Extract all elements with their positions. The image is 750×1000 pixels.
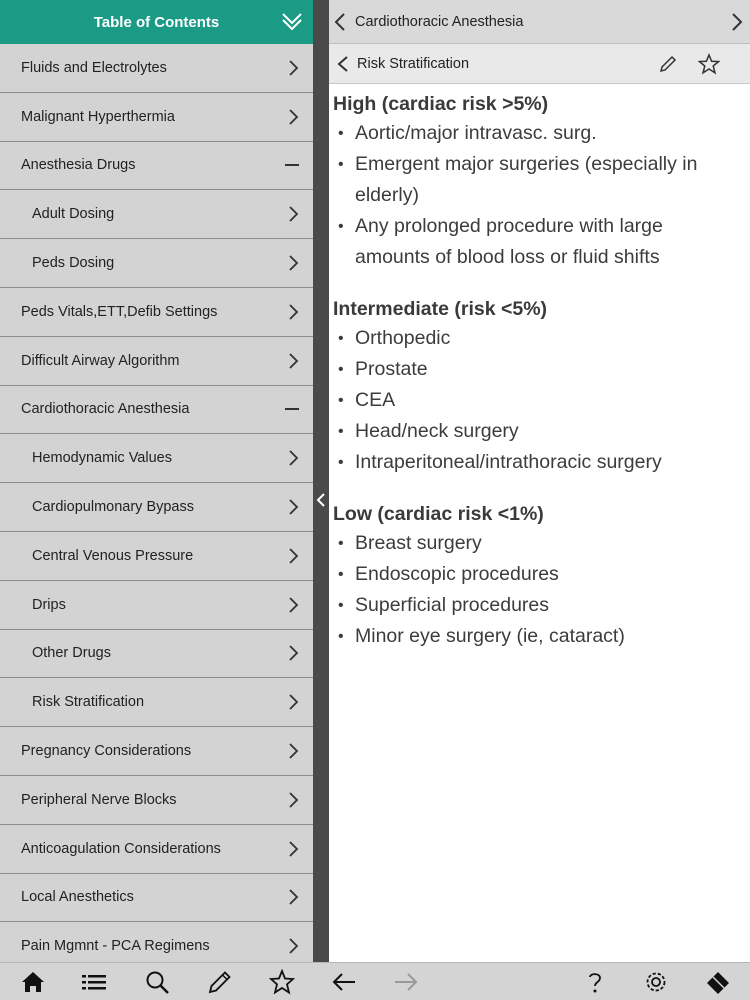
collapse-all-icon[interactable] <box>281 10 303 32</box>
star-icon[interactable] <box>269 969 295 995</box>
list-item: • Endoscopic procedures <box>333 559 740 590</box>
page-title: Risk Stratification <box>357 55 470 72</box>
toc-item[interactable] <box>0 239 313 288</box>
toc-item-label: Drips <box>32 596 66 613</box>
toc-item[interactable] <box>0 337 313 386</box>
toc-item[interactable] <box>0 142 313 191</box>
search-icon[interactable] <box>144 969 170 995</box>
toc-item-label: Adult Dosing <box>32 206 115 223</box>
risk-section <box>333 500 740 652</box>
parent-nav-bar[interactable] <box>329 0 750 44</box>
chevron-right-icon[interactable] <box>287 596 299 614</box>
toc-item[interactable] <box>0 727 313 776</box>
toc-item[interactable] <box>0 630 313 679</box>
section-heading: High (cardiac risk >5%) <box>333 93 549 115</box>
chevron-right-icon[interactable] <box>287 205 299 223</box>
chevron-left-icon[interactable] <box>333 12 347 32</box>
chevron-right-icon[interactable] <box>287 498 299 516</box>
toc-item[interactable] <box>0 434 313 483</box>
toc-item[interactable] <box>0 678 313 727</box>
toc-item[interactable] <box>0 386 313 435</box>
risk-section <box>333 90 740 273</box>
split-divider[interactable] <box>313 0 329 962</box>
chevron-left-icon[interactable] <box>316 490 326 510</box>
chevron-right-icon[interactable] <box>287 791 299 809</box>
home-icon[interactable] <box>20 969 46 995</box>
list-item: • Emergent major surgeries (especially in elderly) <box>333 149 740 211</box>
list-item: • Breast surgery <box>333 528 740 559</box>
list-item: • CEA <box>333 385 740 416</box>
star-icon[interactable] <box>698 53 720 75</box>
toc-item[interactable] <box>0 581 313 630</box>
help-icon[interactable] <box>582 969 608 995</box>
toc-list <box>0 44 313 962</box>
toc-item-label: Difficult Airway Algorithm <box>21 352 180 369</box>
section-heading: Intermediate (risk <5%) <box>333 298 548 320</box>
list-item: • Superficial procedures <box>333 590 740 621</box>
list-item: • Orthopedic <box>333 323 740 354</box>
toc-item-label: Anticoagulation Considerations <box>21 840 221 857</box>
chevron-right-icon[interactable] <box>287 937 299 955</box>
settings-icon[interactable] <box>643 969 669 995</box>
chevron-right-icon[interactable] <box>287 59 299 77</box>
toc-item-label: Fluids and Electrolytes <box>21 59 167 76</box>
list-item: • Head/neck surgery <box>333 416 740 447</box>
toc-item-label: Central Venous Pressure <box>32 547 194 564</box>
list-item: • Intraperitoneal/intrathoracic surgery <box>333 447 740 478</box>
toc-item-label: Cardiopulmonary Bypass <box>32 499 194 516</box>
list-item: • Minor eye surgery (ie, cataract) <box>333 621 740 652</box>
chevron-right-icon[interactable] <box>287 888 299 906</box>
parent-title[interactable]: Cardiothoracic Anesthesia <box>355 13 524 30</box>
toc-item-label: Risk Stratification <box>32 694 145 711</box>
toc-item[interactable] <box>0 825 313 874</box>
content-panel <box>329 0 750 962</box>
chevron-right-icon[interactable] <box>287 644 299 662</box>
bottom-toolbar <box>0 962 750 1000</box>
toc-item[interactable] <box>0 93 313 142</box>
toc-item[interactable] <box>0 776 313 825</box>
collapse-dash-icon[interactable] <box>285 164 299 166</box>
toc-item[interactable] <box>0 190 313 239</box>
toc-header <box>0 0 313 44</box>
chevron-right-icon[interactable] <box>287 840 299 858</box>
toc-item-label: Other Drugs <box>32 645 111 662</box>
chevron-left-icon[interactable] <box>337 55 349 73</box>
toc-item-label: Anesthesia Drugs <box>21 157 136 174</box>
toc-item[interactable] <box>0 922 313 962</box>
bullet-list <box>333 323 740 478</box>
toc-item-label: Peds Dosing <box>32 255 115 272</box>
chevron-right-icon[interactable] <box>287 254 299 272</box>
chevron-right-icon[interactable] <box>287 449 299 467</box>
back-arrow-icon[interactable] <box>331 969 357 995</box>
risk-section <box>333 295 740 478</box>
chevron-right-icon[interactable] <box>730 12 744 32</box>
page-nav-bar <box>329 44 750 84</box>
table-of-contents-panel <box>0 0 313 962</box>
toc-item-label: Malignant Hyperthermia <box>21 108 175 125</box>
collapse-dash-icon[interactable] <box>285 408 299 410</box>
bullet-list <box>333 118 740 273</box>
list-item: • Any prolonged procedure with large amounts of blood loss or fluid shifts <box>333 211 740 273</box>
bullet-list <box>333 528 740 652</box>
pencil-icon[interactable] <box>207 969 233 995</box>
toc-item[interactable] <box>0 44 313 93</box>
chevron-right-icon[interactable] <box>287 303 299 321</box>
toc-item-label: Hemodynamic Values <box>32 450 172 467</box>
chevron-right-icon[interactable] <box>287 352 299 370</box>
toc-item-label: Pain Mgmnt - PCA Regimens <box>21 938 210 955</box>
pencil-icon[interactable] <box>658 54 678 74</box>
list-icon[interactable] <box>81 969 107 995</box>
toc-item-label: Peds Vitals,ETT,Defib Settings <box>21 303 218 320</box>
article-content <box>329 84 750 652</box>
list-item: • Aortic/major intravasc. surg. <box>333 118 740 149</box>
section-heading: Low (cardiac risk <1%) <box>333 503 544 525</box>
toc-item[interactable] <box>0 483 313 532</box>
toc-item-label: Pregnancy Considerations <box>21 743 192 760</box>
toc-item-label: Peripheral Nerve Blocks <box>21 791 177 808</box>
toc-item-label: Cardiothoracic Anesthesia <box>21 401 190 418</box>
toc-item[interactable] <box>0 288 313 337</box>
toc-item[interactable] <box>0 874 313 923</box>
forward-arrow-icon[interactable] <box>393 969 419 995</box>
toc-item-label: Local Anesthetics <box>21 889 134 906</box>
toc-title: Table of Contents <box>93 13 220 31</box>
chevron-right-icon[interactable] <box>287 547 299 565</box>
chevron-right-icon[interactable] <box>287 742 299 760</box>
list-item: • Prostate <box>333 354 740 385</box>
toc-item[interactable] <box>0 532 313 581</box>
chevron-right-icon[interactable] <box>287 108 299 126</box>
chevron-right-icon[interactable] <box>287 693 299 711</box>
eraser-icon[interactable] <box>705 969 731 995</box>
